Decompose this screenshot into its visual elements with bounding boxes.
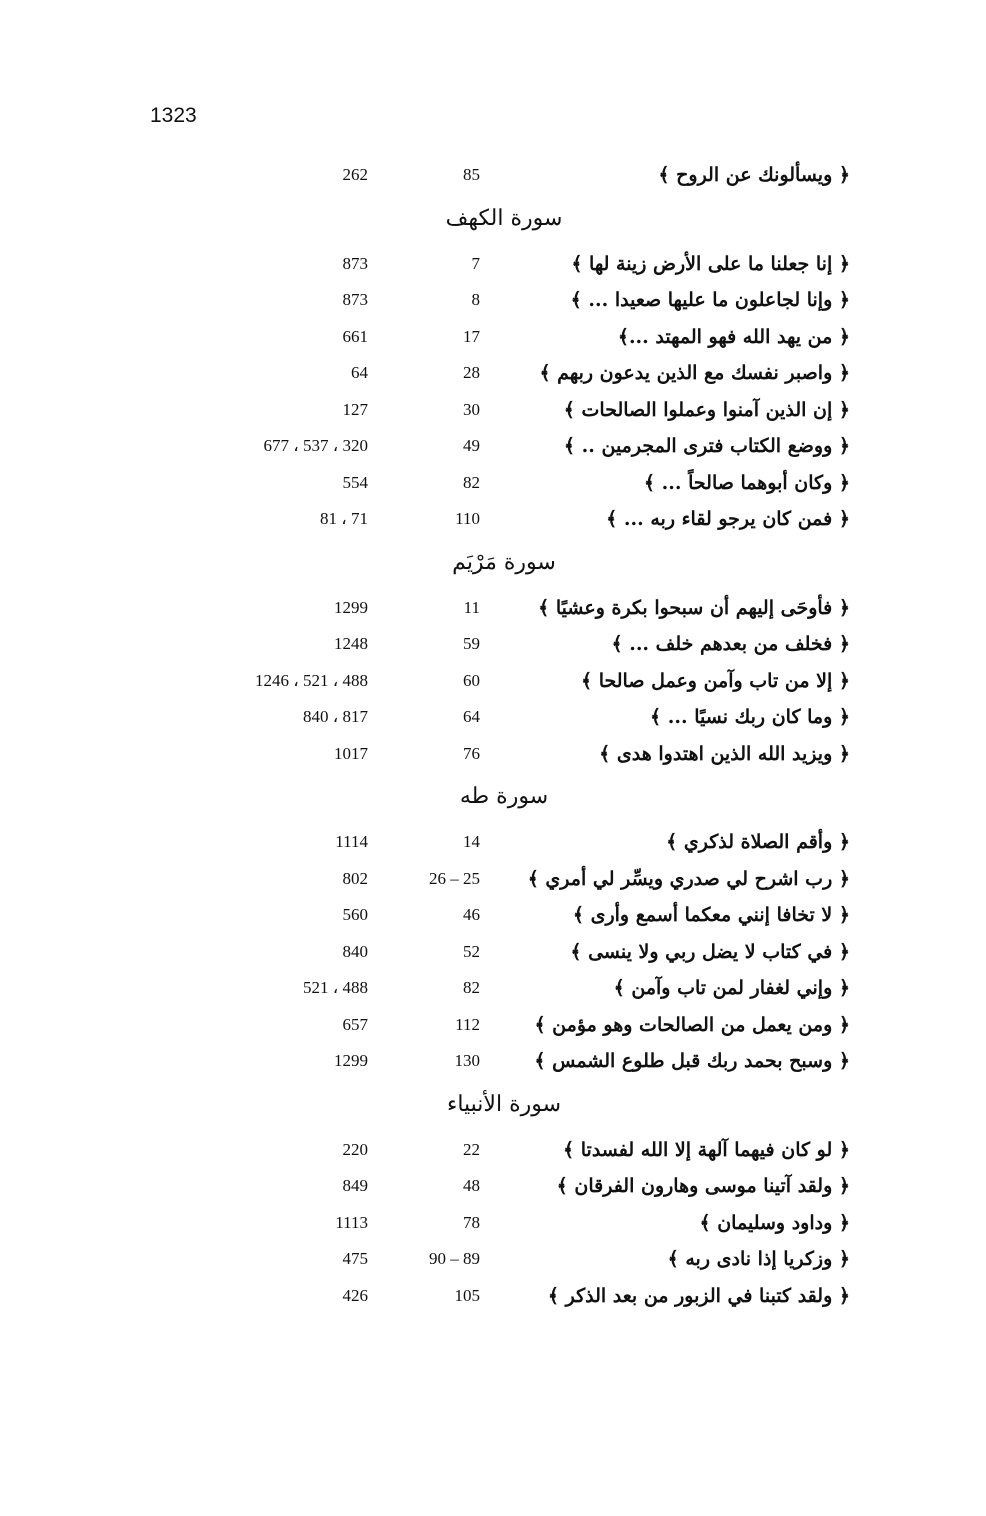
page-references: 560: [342, 905, 368, 924]
ayah-number: 130: [454, 1051, 480, 1070]
verse-text: ﴿ ووضع الكتاب فترى المجرمين .. ﴾: [563, 435, 850, 457]
index-row: [0, 319, 986, 356]
index-row: [0, 824, 986, 861]
ayah-number: 78: [463, 1212, 480, 1232]
verse-text: ﴿ رب اشرح لي صدري ويسِّر لي أمري ﴾: [527, 867, 850, 890]
page-references: 873: [342, 290, 368, 309]
page-references: 262: [342, 165, 368, 184]
ayah-number: 48: [463, 1176, 480, 1195]
index-row: [0, 501, 986, 538]
sura-heading: [0, 1080, 986, 1132]
ayah-number: 49: [463, 436, 480, 455]
verse-text: ﴿ إنا جعلنا ما على الأرض زينة لها ﴾: [571, 252, 850, 275]
sura-sections: [0, 194, 986, 1315]
verse-text: ﴿ ولقد كتبنا في الزبور من بعد الذكر ﴾: [547, 1284, 850, 1307]
verse-text: ﴿ وزكريا إذا نادى ربه ﴾: [667, 1248, 850, 1270]
page-references: 817 ، 840: [303, 707, 368, 726]
index-row: [0, 1205, 986, 1242]
index-row: [0, 626, 986, 663]
ayah-number: 11: [463, 597, 480, 617]
verse-text: ﴿ وإنا لجاعلون ما عليها صعيدا ... ﴾: [570, 289, 850, 311]
verse-text: ﴿ فمن كان يرجو لقاء ربه ... ﴾: [606, 508, 850, 530]
index-row: [0, 1043, 986, 1080]
verse-text: ﴿ فخلف من بعدهم خلف ... ﴾: [611, 633, 850, 655]
ayah-number: 105: [454, 1285, 480, 1305]
page-references: 488 ، 521 ، 1246: [255, 670, 368, 690]
verse-text: ﴿ إلا من تاب وآمن وعمل صالحا ﴾: [580, 669, 850, 692]
ayah-number: 76: [463, 743, 480, 763]
index-row: [0, 392, 986, 429]
page-references: 554: [342, 472, 368, 492]
index-row: [0, 861, 986, 898]
index-row: [0, 465, 986, 502]
ayah-number: 14: [463, 832, 480, 851]
verse-text: ﴿ ويسألونك عن الروح ﴾: [658, 164, 850, 186]
page-references: 1299: [334, 1051, 368, 1070]
ayah-number: 82: [463, 978, 480, 997]
index-row: [0, 970, 986, 1007]
page-references: 802: [342, 868, 368, 888]
page-references: 320 ، 537 ، 677: [263, 436, 368, 455]
ayah-number: 8: [471, 290, 480, 309]
verse-text: ﴿ ولقد آتينا موسى وهارون الفرقان ﴾: [556, 1175, 850, 1197]
index-content: [0, 157, 986, 1314]
index-row: [0, 428, 986, 465]
sura-section: [0, 772, 986, 1080]
ayah-number: 89 – 90: [429, 1249, 480, 1268]
ayah-number: 110: [455, 509, 480, 528]
index-row: [0, 355, 986, 392]
ayah-number: 7: [471, 253, 480, 273]
verse-text: ﴿ وإني لغفار لمن تاب وآمن ﴾: [613, 977, 850, 999]
verse-text: ﴿ من يهد الله فهو المهتد ...﴾: [617, 325, 850, 348]
ayah-number: 85: [463, 165, 480, 184]
index-row: [0, 736, 986, 773]
index-row: [0, 157, 986, 194]
page-references: 488 ، 521: [303, 978, 368, 997]
page-references: 475: [342, 1249, 368, 1268]
page-references: 1248: [334, 634, 368, 653]
page-references: 220: [342, 1139, 368, 1159]
page-references: 661: [342, 326, 368, 346]
ayah-number: 60: [463, 670, 480, 690]
page-references: 840: [342, 941, 368, 961]
page-references: 426: [342, 1285, 368, 1305]
index-row: [0, 1007, 986, 1044]
ayah-number: 64: [463, 707, 480, 726]
index-row: [0, 1278, 986, 1315]
verse-text: ﴿ وسبح بحمد ربك قبل طلوع الشمس ﴾: [534, 1050, 850, 1072]
index-row: [0, 1132, 986, 1169]
index-row: [0, 934, 986, 971]
index-row: [0, 1168, 986, 1205]
verse-text: ﴿ فأوحَى إليهم أن سبحوا بكرة وعشيًا ﴾: [538, 596, 850, 619]
page-references: 873: [342, 253, 368, 273]
sura-title: سورة الكهف: [445, 205, 563, 231]
sura-title: سورة طه: [459, 784, 549, 809]
index-row: [0, 897, 986, 934]
verse-text: ﴿ ويزيد الله الذين اهتدوا هدى ﴾: [599, 742, 850, 765]
sura-title: سورة الأنبياء: [446, 1091, 562, 1117]
verse-text: ﴿ وداود وسليمان ﴾: [699, 1211, 850, 1234]
ayah-number: 59: [463, 634, 480, 653]
verse-text: ﴿ وما كان ربك نسيًا ... ﴾: [650, 706, 850, 728]
index-row: [0, 663, 986, 700]
ayah-number: 22: [463, 1139, 480, 1159]
verse-text: ﴿ لو كان فيهما آلهة إلا الله لفسدتا ﴾: [563, 1138, 850, 1161]
ayah-number: 52: [463, 941, 480, 961]
verse-text: ﴿ وكان أبوهما صالحاً ... ﴾: [643, 471, 850, 494]
sura-heading: [0, 194, 986, 246]
index-row: [0, 590, 986, 627]
page-references: 1114: [335, 832, 368, 851]
verse-text: ﴿ واصبر نفسك مع الذين يدعون ربهم ﴾: [539, 362, 850, 384]
page-references: 849: [342, 1176, 368, 1195]
verse-text: ﴿ في كتاب لا يضل ربي ولا ينسى ﴾: [570, 940, 850, 963]
page-number: 1323: [150, 104, 197, 127]
page-references: 64: [351, 363, 368, 382]
verse-text: ﴿ لا تخافا إنني معكما أسمع وأرى ﴾: [572, 904, 850, 926]
ayah-number: 28: [463, 363, 480, 382]
page-references: 71 ، 81: [320, 509, 368, 528]
page-references: 127: [342, 399, 368, 419]
ayah-number: 46: [463, 905, 480, 924]
sura-section: [0, 194, 986, 538]
sura-heading: [0, 772, 986, 824]
verse-text: ﴿ إن الذين آمنوا وعملوا الصالحات ﴾: [563, 398, 850, 421]
ayah-number: 25 – 26: [429, 868, 480, 888]
index-row: [0, 699, 986, 736]
page-references: 657: [342, 1014, 368, 1034]
ayah-number: 17: [463, 326, 480, 346]
ayah-number: 30: [463, 399, 480, 419]
sura-section: [0, 1080, 986, 1315]
index-row: [0, 282, 986, 319]
page-references: 1299: [334, 597, 368, 617]
sura-heading: [0, 538, 986, 590]
ayah-number: 82: [463, 472, 480, 492]
page-references: 1113: [335, 1212, 368, 1232]
page-references: 1017: [334, 743, 368, 763]
sura-section: [0, 538, 986, 773]
ayah-number: 112: [455, 1014, 480, 1034]
verse-text: ﴿ ومن يعمل من الصالحات وهو مؤمن ﴾: [534, 1013, 850, 1036]
index-row: [0, 1241, 986, 1278]
index-row: [0, 246, 986, 283]
sura-title: سورة مَرْيَم: [452, 549, 556, 575]
verse-text: ﴿ وأقم الصلاة لذكري ﴾: [666, 831, 850, 853]
